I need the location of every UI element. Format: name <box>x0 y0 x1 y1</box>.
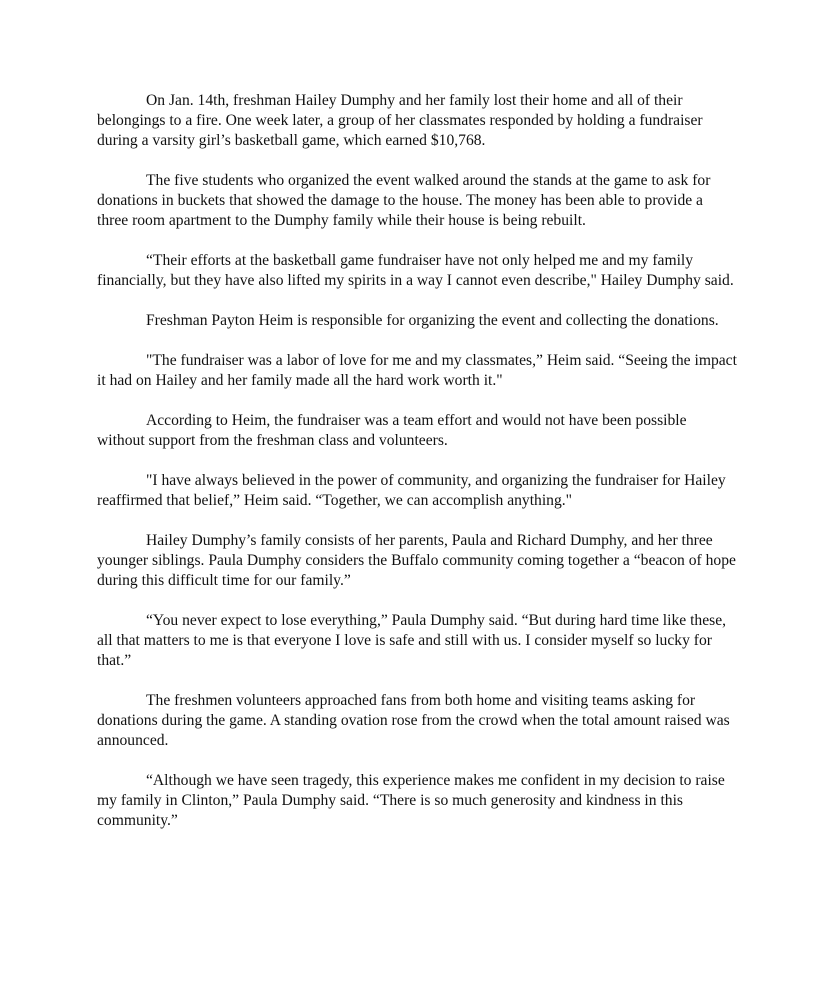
paragraph-dumphy-family: Hailey Dumphy’s family consists of her parents, Paula and Richard Dumphy, and her three younger siblings. Paula Dumphy considers the Buffalo community coming together a “beacon of hope during this difficult time for our family.” <box>97 532 736 589</box>
paragraph-hailey-quote: “Their efforts at the basketball game fundraiser have not only helped me and my family financially, but they have also lifted my spirits in a way I cannot even describe," Hailey Dumphy said. <box>97 252 734 289</box>
paragraph-heim-quote-labor: "The fundraiser was a labor of love for me and my classmates,” Heim said. “Seeing the impact it had on Hailey and her family made all the hard work worth it." <box>97 352 737 389</box>
paragraph-event-organizers: The five students who organized the event walked around the stands at the game to ask for donations in buckets that showed the damage to the house. The money has been able to provide a three room apartment to the Dumphy family while their house is being rebuilt. <box>97 172 711 229</box>
paragraph-heim-quote-community: "I have always believed in the power of community, and organizing the fundraiser for Hailey reaffirmed that belief,” Heim said. “Together, we can accomplish anything." <box>97 472 726 509</box>
paragraph-payton-heim: Freshman Payton Heim is responsible for organizing the event and collecting the donations. <box>146 312 719 329</box>
document-page <box>97 91 737 851</box>
paragraph-team-effort: According to Heim, the fundraiser was a team effort and would not have been possible without support from the freshman class and volunteers. <box>97 412 687 449</box>
paragraph-paula-quote-everything: “You never expect to lose everything,” Paula Dumphy said. “But during hard time like these, all that matters to me is that everyone I love is safe and still with us. I consider myself so lucky for that.” <box>97 612 727 669</box>
paragraph-fire-intro: On Jan. 14th, freshman Hailey Dumphy and her family lost their home and all of their belongings to a fire. One week later, a group of her classmates responded by holding a fundraiser during a varsity girl’s basketball game, which earned $10,768. <box>97 92 703 149</box>
paragraph-volunteers-ovation: The freshmen volunteers approached fans from both home and visiting teams asking for donations during the game. A standing ovation rose from the crowd when the total amount raised was announced. <box>97 692 730 749</box>
paragraph-paula-quote-clinton: “Although we have seen tragedy, this experience makes me confident in my decision to raise my family in Clinton,” Paula Dumphy said. “There is so much generosity and kindness in this community.” <box>97 772 725 829</box>
